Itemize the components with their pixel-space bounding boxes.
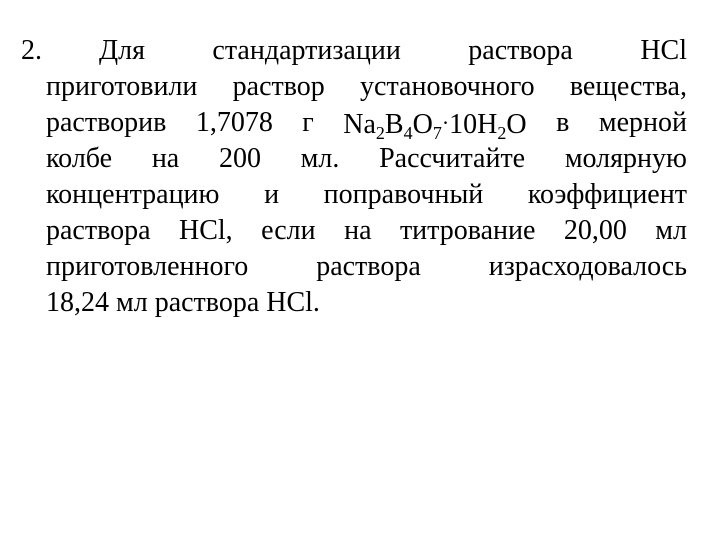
problem-text [46,33,687,321]
text-word: поправочный [323,179,484,210]
text-word: установочного [360,71,535,102]
text-line [46,213,687,249]
text-word: если [261,215,316,246]
text-word: раствора [316,251,421,282]
text-word: приготовили [46,71,198,102]
text-word: колбе [46,143,113,174]
text-word: молярную [564,143,687,174]
text-word: концентрацию [46,179,220,210]
text-line [46,285,687,321]
problem-number: 2. [21,35,42,66]
text-word: раствор [232,71,325,102]
formula-borax: $Na_2B_4O_7\cdot 10H_2O$ [343,109,527,143]
text-word: на [344,215,372,246]
text-word: мл [655,215,687,246]
text-line [46,249,687,285]
text-line [46,105,687,141]
text-line [46,33,687,69]
text-word: мл. [300,143,340,174]
text-line [46,141,687,177]
text-word: 20,00 [563,215,627,246]
text-word: г [302,107,314,138]
text-word: раствора [46,215,151,246]
text-word: растворив [46,107,167,138]
text-line [46,177,687,213]
text-word: вещества, [569,71,687,102]
text-word: 200 [218,143,261,174]
text-word: HCl, [179,215,233,246]
text-word: раствора [468,35,573,66]
text-word: приготовленного [46,251,249,282]
text-word: HCl [640,35,687,66]
text-word: Рассчитайте [379,143,526,174]
text-word: 1,7078 [195,107,273,138]
text-word: на [151,143,180,174]
text-word: в [556,107,570,138]
text-word: израсходовалось [488,251,687,282]
text-word: 18,24 мл раствора HCl. [46,287,320,318]
text-word: титрование [399,215,536,246]
text-word: стандартизации [212,35,401,66]
text-word: и [264,179,280,210]
text-word: Для [99,35,145,66]
text-word: мерной [598,107,687,138]
text-word: коэффициент [527,179,687,210]
text-line [46,69,687,105]
